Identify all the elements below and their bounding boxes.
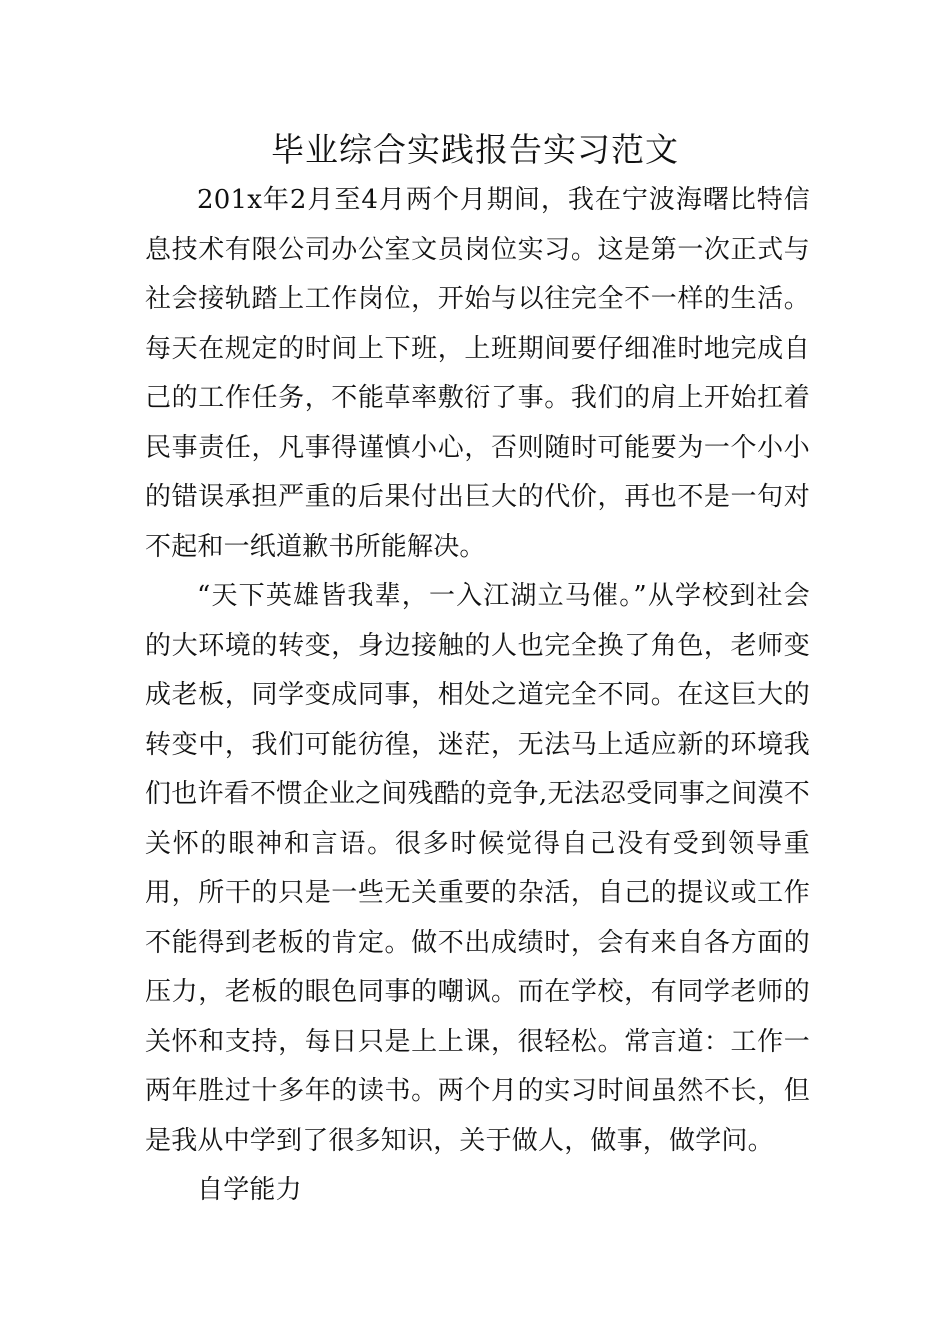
- document-title: 毕业综合实践报告实习范文: [271, 130, 679, 169]
- paragraph-2: “天下英雄皆我辈，一入江湖立马催。”从学校到社会的大环境的转变，身边接触的人也完全换了角色，老师变成老板，同学变成同事，相处之道完全不同。在这巨大的转变中，我们可能彷徨，迷茫，无法马上适应新的环境我们也许看不惯企业之间残酷的竞争,无法忍受同事之间漠不关怀的眼神和言语。很多时候觉得自己没有受到领导重用，所干的只是一些无关重要的杂活，自己的提议或工作不能得到老板的肯定。做不出成绩时，会有来自各方面的压力，老板的眼色同事的嘲讽。而在学校，有同学老师的关怀和支持，每日只是上上课，很轻松。常言道：工作一两年胜过十多年的读书。两个月的实习时间虽然不长，但是我从中学到了很多知识，关于做人，做事，做学问。: [145, 581, 810, 1156]
- paragraph-1: 201x年2月至4月两个月期间，我在宁波海曙比特信息技术有限公司办公室文员岗位实习。这是第一次正式与社会接轨踏上工作岗位，开始与以往完全不一样的生活。每天在规定的时间上下班，上班期间要仔细准时地完成自己的工作任务，不能草率敷衍了事。我们的肩上开始扛着民事责任，凡事得谨慎小心，否则随时可能要为一个小小的错误承担严重的后果付出巨大的代价，再也不是一句对不起和一纸道歉书所能解决。: [145, 185, 810, 562]
- document-body: [145, 176, 810, 1216]
- section-heading: 自学能力: [197, 1175, 302, 1205]
